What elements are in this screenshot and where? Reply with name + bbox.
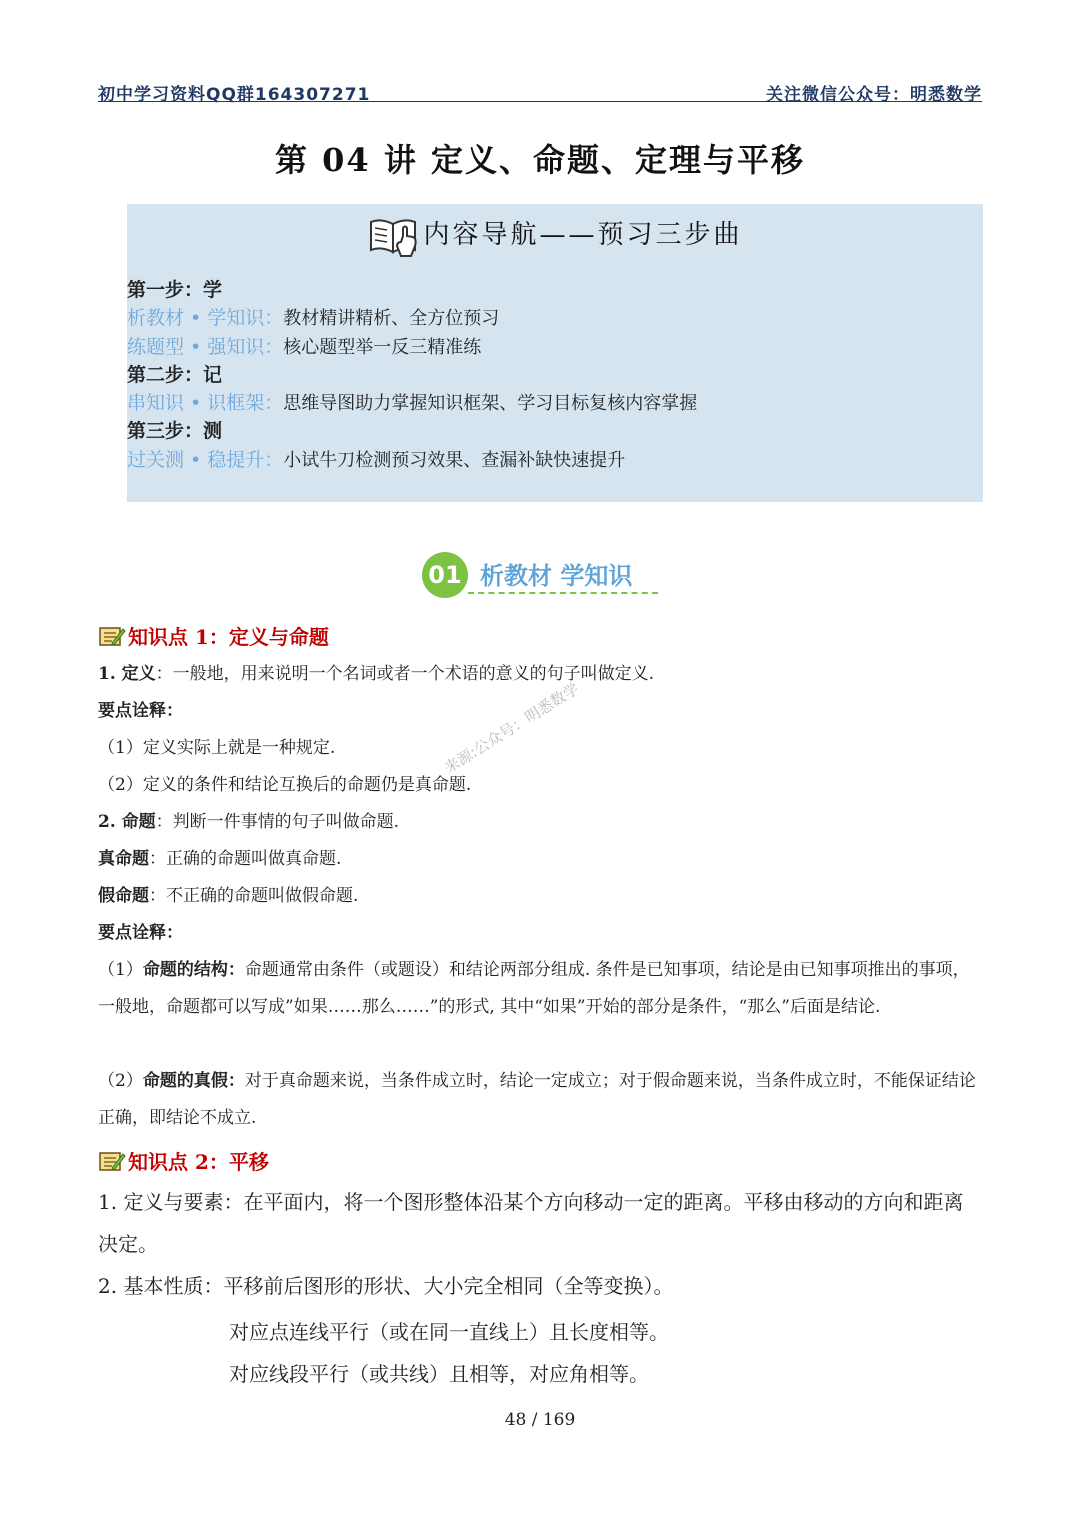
nav-line-1 bbox=[127, 304, 697, 332]
step-3: 第三步：测 bbox=[127, 420, 223, 443]
structure-prefix: （1） bbox=[98, 960, 143, 980]
false-proposition-label: 假命题 bbox=[98, 886, 149, 906]
truth-paragraph bbox=[98, 1063, 982, 1137]
section-underline bbox=[468, 592, 658, 594]
note-heading-1-text: 要点诠释： bbox=[98, 701, 183, 721]
watermark: 来源:公众号：明悉数学 bbox=[441, 679, 583, 777]
true-proposition-label: 真命题 bbox=[98, 849, 149, 869]
nav-line-2 bbox=[127, 333, 697, 361]
notebook-pencil-icon bbox=[98, 1150, 126, 1172]
translation-definition: 1. 定义与要素：在平面内，将一个图形整体沿某个方向移动一定的距离。平移由移动的方向和距离决定。 bbox=[98, 1190, 964, 1256]
knowledge-point-2-heading bbox=[98, 1146, 269, 1175]
note-heading-2 bbox=[98, 915, 982, 952]
section-number: 01 bbox=[422, 552, 468, 598]
header-left: 初中学习资料QQ群164307271 bbox=[98, 85, 371, 105]
book-hand-icon bbox=[367, 214, 421, 258]
knowledge-point-1-title: 知识点 1：定义与命题 bbox=[128, 625, 329, 649]
true-proposition-text: ：正确的命题叫做真命题. bbox=[149, 849, 342, 869]
header-rule bbox=[98, 101, 982, 102]
truth-text: 对于真命题来说，当条件成立时，结论一定成立；对于假命题来说，当条件成立时，不能保证结论正确，即结论不成立. bbox=[98, 1071, 976, 1128]
structure-label: 命题的结构： bbox=[142, 960, 245, 980]
nav-line-4 bbox=[127, 446, 697, 474]
nav-line-4-highlight: 过关测 • 稳提升： bbox=[127, 448, 284, 471]
nav-line-3-text: 思维导图助力掌握知识框架、学习目标复核内容掌握 bbox=[283, 393, 698, 415]
structure-paragraph bbox=[98, 952, 982, 1026]
nav-lines bbox=[127, 276, 697, 474]
header-right: 关注微信公众号：明悉数学 bbox=[766, 85, 982, 105]
step-2: 第二步：记 bbox=[127, 363, 223, 386]
nav-line-1-text: 教材精讲精析、全方位预习 bbox=[283, 308, 500, 330]
page-title: 第 04 讲 定义、命题、定理与平移 bbox=[275, 141, 805, 179]
translation-property-3: 对应线段平行（或共线）且相等，对应角相等。 bbox=[229, 1362, 649, 1386]
truth-prefix: （2） bbox=[98, 1071, 143, 1091]
nav-line-3 bbox=[127, 389, 697, 417]
nav-title bbox=[127, 214, 983, 258]
note-1-2: （2）定义的条件和结论互换后的命题仍是真命题. bbox=[98, 775, 472, 795]
proposition-text: ：判断一件事情的句子叫做命题. bbox=[155, 812, 400, 832]
translation-property-1: 2. 基本性质：平移前后图形的形状、大小完全相同（全等变换）。 bbox=[98, 1274, 674, 1298]
false-proposition-paragraph bbox=[98, 878, 982, 915]
note-heading-2-text: 要点诠释： bbox=[98, 923, 183, 943]
knowledge-point-1-heading bbox=[98, 621, 329, 650]
nav-title-text: 内容导航——预习三步曲 bbox=[423, 220, 743, 250]
structure-text: 命题通常由条件（或题设）和结论两部分组成. 条件是已知事项，结论是由已知事项推出的事项，一般地，命题都可以写成”如果……那么……”的形式, 其中“如果”开始的部分是条件，“那么”后面是结论. bbox=[98, 960, 970, 1017]
proposition-label: 2. 命题 bbox=[98, 812, 156, 832]
section-badge bbox=[420, 552, 660, 598]
false-proposition-text: ：不正确的命题叫做假命题. bbox=[149, 886, 359, 906]
definition-paragraph bbox=[98, 656, 982, 693]
nav-line-2-text: 核心题型举一反三精准练 bbox=[283, 336, 482, 358]
note-1-1: （1）定义实际上就是一种规定. bbox=[98, 738, 336, 758]
nav-line-1-highlight: 析教材 • 学知识： bbox=[127, 307, 284, 330]
proposition-paragraph bbox=[98, 804, 982, 841]
nav-line-3-highlight: 串知识 • 识框架： bbox=[127, 392, 284, 415]
definition-text: ：一般地，用来说明一个名词或者一个术语的意义的句子叫做定义. bbox=[155, 664, 655, 684]
knowledge-point-2-title: 知识点 2：平移 bbox=[128, 1150, 269, 1174]
content-nav-box bbox=[127, 204, 983, 502]
nav-line-2-highlight: 练题型 • 强知识： bbox=[127, 335, 284, 358]
definition-label: 1. 定义 bbox=[98, 664, 156, 684]
section-label: 析教材 学知识 bbox=[480, 562, 633, 590]
truth-label: 命题的真假： bbox=[142, 1071, 245, 1091]
translation-property-2: 对应点连线平行（或在同一直线上）且长度相等。 bbox=[229, 1320, 669, 1344]
true-proposition-paragraph bbox=[98, 841, 982, 878]
notebook-pencil-icon bbox=[98, 625, 126, 647]
page-number: 48 / 169 bbox=[504, 1410, 576, 1430]
step-1: 第一步：学 bbox=[127, 279, 223, 301]
nav-line-4-text: 小试牛刀检测预习效果、查漏补缺快速提升 bbox=[283, 449, 626, 471]
